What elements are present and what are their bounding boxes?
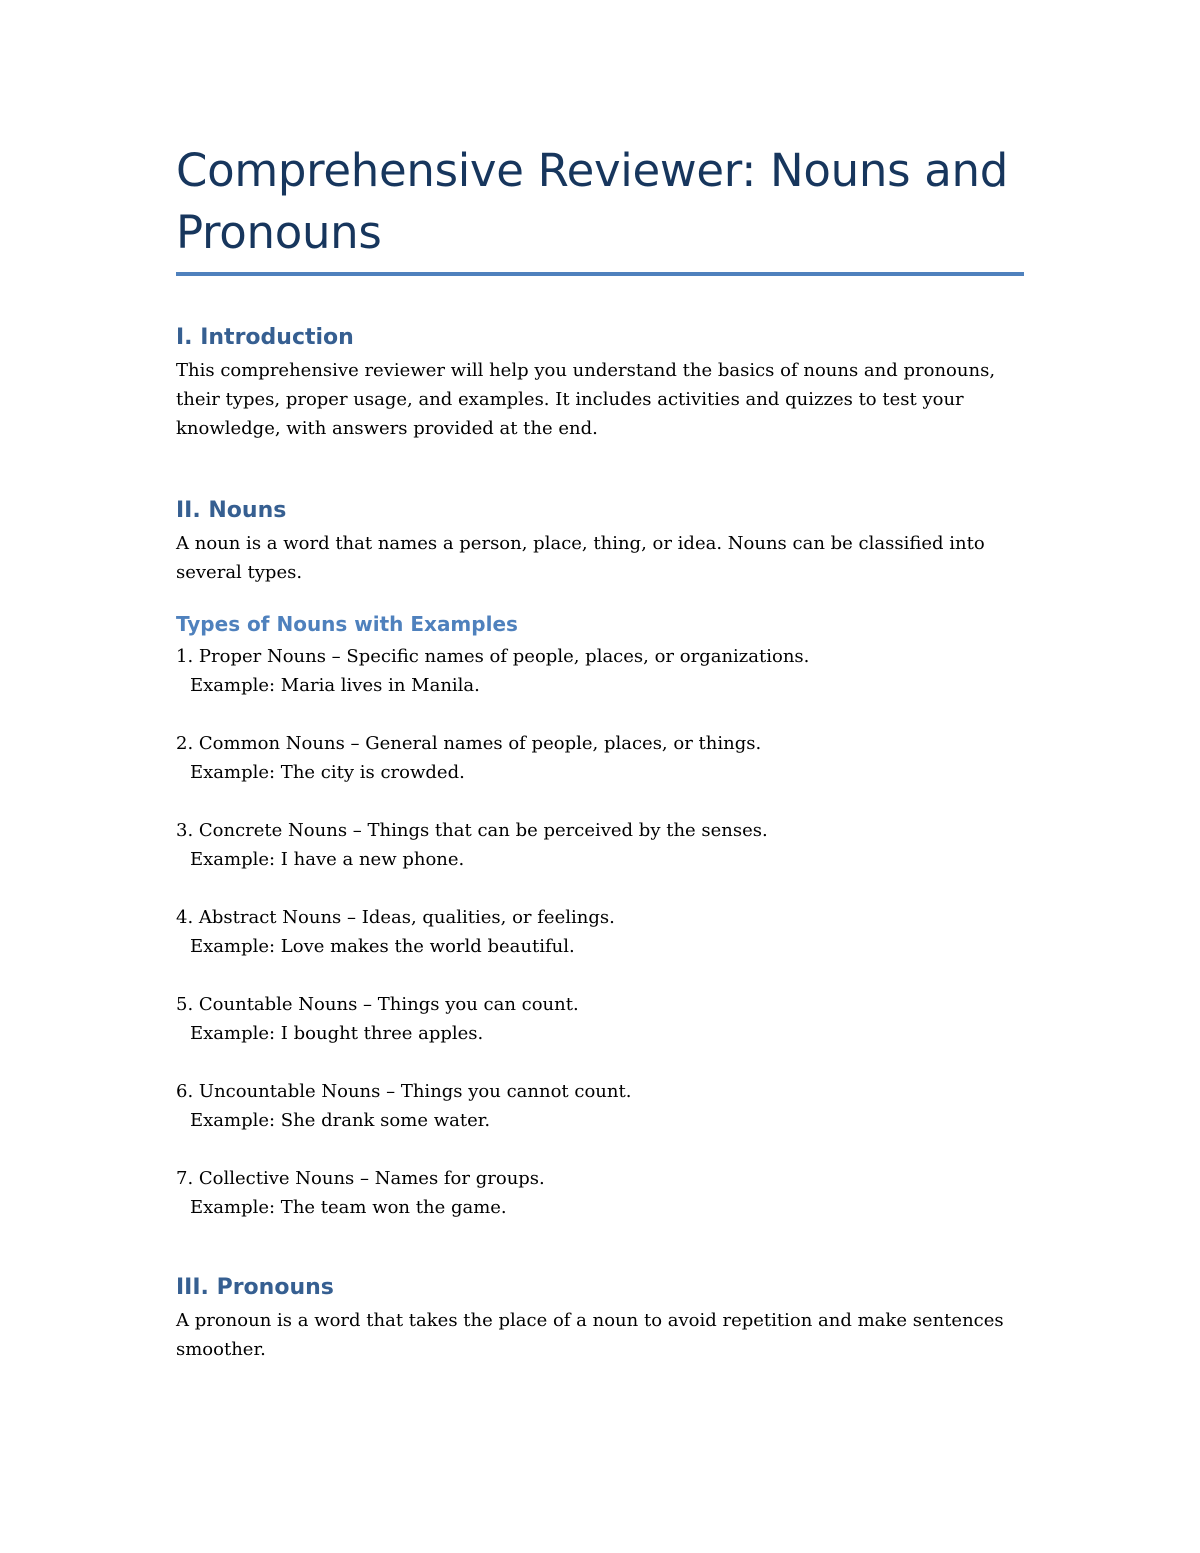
list-item bbox=[176, 1077, 1024, 1135]
nouns-paragraph: A noun is a word that names a person, place, thing, or idea. Nouns can be classified into several types. bbox=[176, 533, 985, 583]
noun-type-example: Example: She drank some water. bbox=[190, 1110, 491, 1131]
title-underline-rule bbox=[176, 272, 1024, 276]
list-item bbox=[176, 642, 1024, 700]
noun-type-definition: 2. Common Nouns – General names of people, places, or things. bbox=[176, 733, 762, 754]
section-heading-introduction: I. Introduction bbox=[176, 325, 354, 350]
noun-type-definition: 6. Uncountable Nouns – Things you cannot count. bbox=[176, 1081, 632, 1102]
noun-type-example: Example: I have a new phone. bbox=[190, 849, 465, 870]
noun-type-example: Example: The city is crowded. bbox=[190, 762, 465, 783]
list-item bbox=[176, 729, 1024, 787]
noun-type-example: Example: The team won the game. bbox=[190, 1197, 507, 1218]
noun-types-list bbox=[176, 642, 1024, 1222]
list-item bbox=[176, 903, 1024, 961]
noun-type-definition: 3. Concrete Nouns – Things that can be perceived by the senses. bbox=[176, 820, 768, 841]
noun-type-example: Example: Maria lives in Manila. bbox=[190, 675, 480, 696]
noun-type-example: Example: I bought three apples. bbox=[190, 1023, 484, 1044]
section-heading-nouns: II. Nouns bbox=[176, 498, 287, 523]
list-item bbox=[176, 816, 1024, 874]
noun-type-example: Example: Love makes the world beautiful. bbox=[190, 936, 575, 957]
subheading-types-of-nouns: Types of Nouns with Examples bbox=[176, 612, 518, 636]
document-content bbox=[176, 140, 1024, 1364]
introduction-paragraph: This comprehensive reviewer will help you understand the basics of nouns and pronouns, their types, proper usage, and examples. It includes activities and quizzes to test your knowledge, with answers provided at the end. bbox=[176, 360, 996, 439]
list-item bbox=[176, 990, 1024, 1048]
noun-type-definition: 5. Countable Nouns – Things you can count. bbox=[176, 994, 579, 1015]
noun-type-definition: 4. Abstract Nouns – Ideas, qualities, or feelings. bbox=[176, 907, 615, 928]
noun-type-definition: 1. Proper Nouns – Specific names of people, places, or organizations. bbox=[176, 646, 810, 667]
section-heading-pronouns: III. Pronouns bbox=[176, 1275, 334, 1300]
document-title: Comprehensive Reviewer: Nouns and Pronouns bbox=[176, 144, 1009, 259]
list-item bbox=[176, 1164, 1024, 1222]
noun-type-definition: 7. Collective Nouns – Names for groups. bbox=[176, 1168, 545, 1189]
pronouns-paragraph: A pronoun is a word that takes the place of a noun to avoid repetition and make sentences smoother. bbox=[176, 1310, 1004, 1360]
